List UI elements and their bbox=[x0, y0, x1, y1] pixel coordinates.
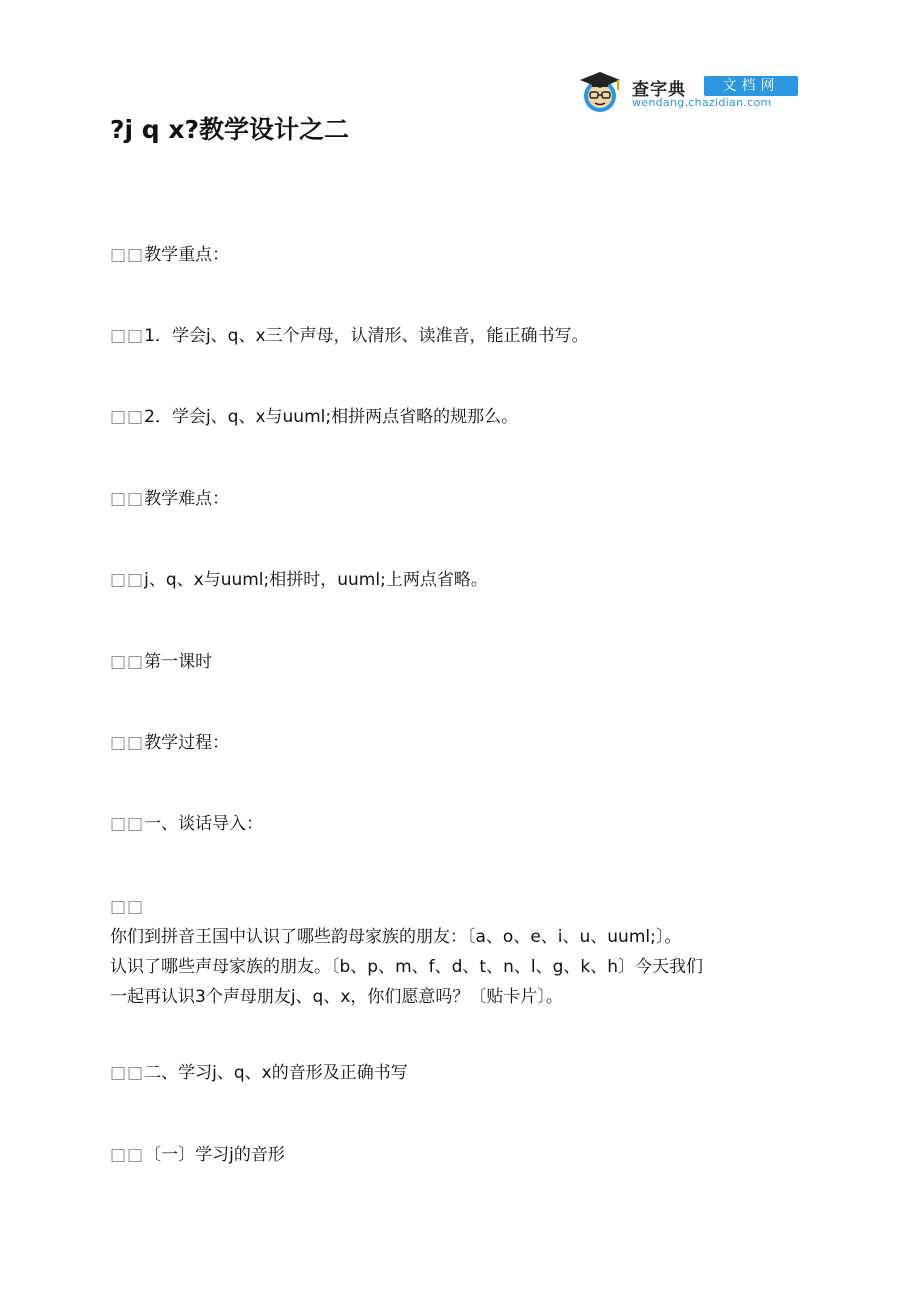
line-text: 教学过程： bbox=[144, 733, 230, 753]
indent-placeholder: □□ bbox=[110, 652, 145, 672]
lesson-heading bbox=[110, 646, 212, 678]
indent-placeholder: □□ bbox=[110, 1063, 145, 1083]
logo-url: wendang.chazidian.com bbox=[632, 96, 772, 109]
indent-placeholder: □□ bbox=[110, 570, 145, 590]
line-text: 第一课时 bbox=[144, 652, 213, 672]
indent-placeholder: □□ bbox=[110, 489, 145, 509]
indent-placeholder: □□ bbox=[110, 326, 145, 346]
difficulty-1 bbox=[110, 564, 488, 596]
section-heading-difficulties bbox=[110, 483, 229, 515]
line-text: 教学重点： bbox=[144, 245, 230, 265]
document-title: ?j q x?教学设计之二 bbox=[110, 115, 350, 144]
indent-placeholder: □□ bbox=[110, 245, 145, 265]
key-point-2 bbox=[110, 401, 518, 433]
mascot-icon bbox=[576, 68, 624, 114]
indent-placeholder: □□ bbox=[110, 897, 145, 917]
paragraph-line: 你们到拼音王国中认识了哪些韵母家族的朋友：〔a、o、e、i、u、uuml;〕。 bbox=[110, 927, 682, 947]
intro-paragraph bbox=[110, 892, 810, 1012]
section-heading-key-points bbox=[110, 239, 229, 271]
line-text: 教学难点： bbox=[144, 489, 230, 509]
indent-placeholder: □□ bbox=[110, 1145, 145, 1165]
indent-placeholder: □□ bbox=[110, 407, 145, 427]
key-point-1 bbox=[110, 320, 589, 352]
line-text: 1．学会j、q、x三个声母，认清形、读准音，能正确书写。 bbox=[144, 326, 589, 346]
sub-step-heading bbox=[110, 1139, 285, 1171]
process-heading bbox=[110, 727, 229, 759]
logo-brand: 查字典 bbox=[632, 80, 686, 100]
line-text: 一、谈话导入： bbox=[144, 814, 264, 834]
line-text: 二、学习j、q、x的音形及正确书写 bbox=[144, 1063, 408, 1083]
line-text: 〔一〕学习j的音形 bbox=[144, 1145, 285, 1165]
line-text: j、q、x与uuml;相拼时，uuml;上两点省略。 bbox=[144, 570, 488, 590]
indent-placeholder: □□ bbox=[110, 733, 145, 753]
logo-tag: 文档网 bbox=[704, 76, 798, 96]
site-logo[interactable] bbox=[576, 68, 806, 114]
paragraph-line: 一起再认识3个声母朋友j、q、x，你们愿意吗？〔贴卡片〕。 bbox=[110, 987, 563, 1007]
step-2-heading bbox=[110, 1057, 408, 1089]
paragraph-line: 认识了哪些声母家族的朋友。〔b、p、m、f、d、t、n、l、g、k、h〕今天我们 bbox=[110, 957, 703, 977]
indent-placeholder: □□ bbox=[110, 814, 145, 834]
line-text: 2．学会j、q、x与uuml;相拼两点省略的规那么。 bbox=[144, 407, 519, 427]
step-1-heading bbox=[110, 808, 263, 840]
